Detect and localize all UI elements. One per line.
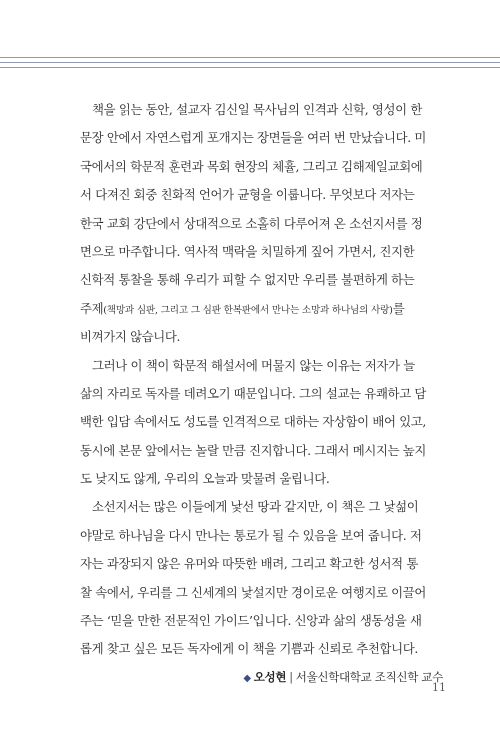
text-line: 주는 ‘믿을 만한 전문적인 가이드’입니다. 신앙과 삶의 생동성을 새 xyxy=(80,613,422,629)
text-line: 문장 안에서 자연스럽게 포개지는 장면들을 여러 번 만났습니다. 미 xyxy=(80,130,427,146)
signature xyxy=(80,669,443,685)
header-rule-1 xyxy=(0,57,500,58)
text-line: 동시에 본문 앞에서는 놀랄 만큼 진지합니다. 그래서 메시지는 높지 xyxy=(80,442,427,458)
paragraph-3 xyxy=(80,493,443,663)
text-line: 책을 읽는 동안, 설교자 김신일 목사님의 인격과 신학, 영성이 한 xyxy=(80,102,422,117)
text-line: 서 다져진 회중 친화적 언어가 균형을 이룹니다. 무엇보다 저자는 xyxy=(80,187,415,203)
text-line: 면으로 마주합니다. 역사적 맥락을 치밀하게 짚어 가면서, 진지한 xyxy=(80,243,415,259)
header-rule-2 xyxy=(0,62,500,63)
author-name: 오성현 xyxy=(253,669,287,684)
text-line: 자는 과장되지 않은 유머와 따뜻한 배려, 그리고 확고한 성서적 통 xyxy=(80,556,418,572)
mixed-tail-text: 를 xyxy=(392,300,405,316)
parenthetical-note: (책망과 심판, 그리고 그 심판 한복판에서 만나는 소망과 하나님의 사랑) xyxy=(103,304,393,316)
text-line: 그러나 이 책이 학문적 해설서에 머물지 않는 이유는 저자가 늘 xyxy=(80,357,415,373)
text-line: 소선지서는 많은 이들에게 낯선 땅과 같지만, 이 책은 그 낯섦이 xyxy=(80,499,419,515)
paragraph-2 xyxy=(80,352,443,494)
text-line-mixed xyxy=(80,295,443,323)
author-role: 서울신학대학교 조직신학 교수 xyxy=(295,669,443,684)
text-line: 도 낮지도 않게, 우리의 오늘과 맞물려 울립니다. xyxy=(80,471,330,487)
paragraph-1 xyxy=(80,96,443,352)
text-line: 한국 교회 강단에서 상대적으로 소홀히 다루어져 온 소선지서를 정 xyxy=(80,215,423,231)
text-line: 비껴가지 않습니다. xyxy=(80,329,181,345)
text-line: 롭게 찾고 싶은 모든 독자에게 이 책을 기쁨과 신뢰로 추천합니다. xyxy=(80,641,418,657)
separator: | xyxy=(289,669,293,684)
text-line: 신학적 통찰을 통해 우리가 피할 수 없지만 우리를 불편하게 하는 xyxy=(80,272,415,288)
diamond-icon: ◆ xyxy=(243,672,251,684)
text-line: 국에서의 학문적 훈련과 목회 현장의 체휼, 그리고 김해제일교회에 xyxy=(80,158,423,174)
page-body xyxy=(80,96,443,685)
text-line: 찰 속에서, 우리를 그 신세계의 낯설지만 경이로운 여행지로 이끌어 xyxy=(80,584,427,600)
text-line: 삶의 자리로 독자를 데려오기 때문입니다. 그의 설교는 유쾌하고 담 xyxy=(80,385,427,401)
text-line: 야말로 하나님을 다시 만나는 통로가 될 수 있음을 보여 줍니다. 저 xyxy=(80,527,422,543)
header-rule-3 xyxy=(0,67,500,68)
page-number: 11 xyxy=(432,681,446,694)
text-line: 백한 입담 속에서도 성도를 인격적으로 대하는 자상함이 배어 있고, xyxy=(80,414,427,430)
mixed-main-text: 주제 xyxy=(80,300,104,316)
